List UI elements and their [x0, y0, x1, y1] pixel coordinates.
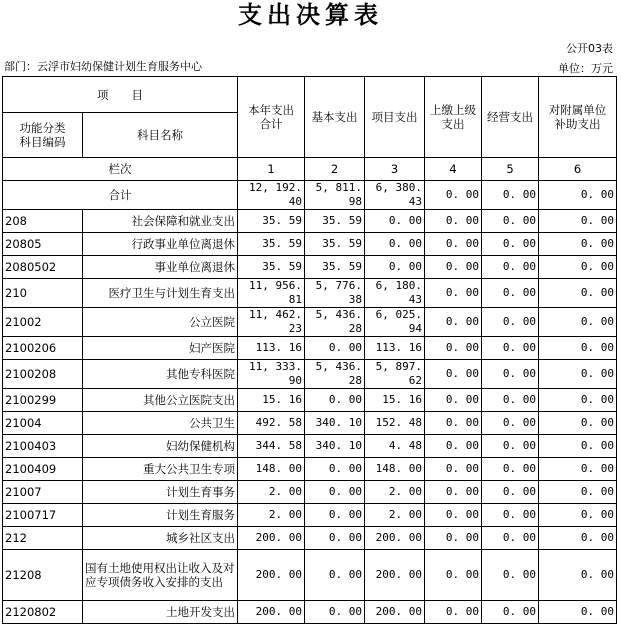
row-value: 492. 58: [238, 412, 305, 435]
row-value: 4. 48: [365, 435, 425, 458]
column-index: 3: [365, 158, 425, 181]
row-value: 0. 00: [482, 308, 539, 337]
table-row: [3, 233, 617, 256]
row-subject-name: 其他公立医院支出: [83, 389, 238, 412]
department-label: 部门：云浮市妇幼保健计划生育服务中心: [4, 60, 202, 73]
row-value: 0. 00: [482, 210, 539, 233]
row-value: 0. 00: [539, 279, 617, 308]
row-value: 0. 00: [425, 601, 482, 624]
row-value: 113. 16: [365, 337, 425, 360]
row-value: 0. 00: [425, 481, 482, 504]
row-code: 21208: [3, 550, 83, 601]
row-value: 5, 436. 28: [305, 360, 365, 389]
column-index: 6: [539, 158, 617, 181]
total-value: 0. 00: [539, 181, 617, 210]
row-code: 2100717: [3, 504, 83, 527]
row-value: 200. 00: [238, 527, 305, 550]
row-value: 5, 776. 38: [305, 279, 365, 308]
row-value: 2. 00: [365, 504, 425, 527]
header-col5: 经营支出: [482, 77, 539, 158]
row-value: 0. 00: [482, 481, 539, 504]
row-code: 21002: [3, 308, 83, 337]
row-value: 2. 00: [238, 481, 305, 504]
row-value: 0. 00: [305, 481, 365, 504]
row-code: 208: [3, 210, 83, 233]
row-value: 0. 00: [482, 458, 539, 481]
row-code: 2100409: [3, 458, 83, 481]
row-value: 2. 00: [238, 504, 305, 527]
row-value: 0. 00: [425, 389, 482, 412]
row-value: 0. 00: [482, 412, 539, 435]
header-func-code: 功能分类 科目编码: [3, 113, 83, 158]
row-code: 2100299: [3, 389, 83, 412]
row-value: 0. 00: [539, 256, 617, 279]
row-value: 0. 00: [482, 256, 539, 279]
row-subject-name: 城乡社区支出: [83, 527, 238, 550]
row-value: 0. 00: [305, 458, 365, 481]
row-subject-name: 重大公共卫生专项: [83, 458, 238, 481]
row-value: 0. 00: [425, 210, 482, 233]
total-value: 5, 811. 98: [305, 181, 365, 210]
header-subject-name: 科目名称: [83, 113, 238, 158]
row-value: 113. 16: [238, 337, 305, 360]
row-code: 2100208: [3, 360, 83, 389]
row-subject-name: 妇产医院: [83, 337, 238, 360]
row-value: 200. 00: [365, 527, 425, 550]
row-value: 0. 00: [425, 337, 482, 360]
row-value: 0. 00: [482, 550, 539, 601]
row-value: 0. 00: [539, 233, 617, 256]
row-value: 35. 59: [305, 256, 365, 279]
row-code: 21004: [3, 412, 83, 435]
row-value: 0. 00: [365, 256, 425, 279]
row-value: 0. 00: [482, 337, 539, 360]
row-value: 35. 59: [238, 210, 305, 233]
row-value: 15. 16: [238, 389, 305, 412]
row-value: 344. 58: [238, 435, 305, 458]
row-value: 0. 00: [482, 233, 539, 256]
form-code: 公开03表: [566, 42, 613, 55]
row-value: 0. 00: [425, 308, 482, 337]
row-value: 35. 59: [238, 233, 305, 256]
header-col2: 基本支出: [305, 77, 365, 158]
table-row: [3, 458, 617, 481]
row-value: 0. 00: [539, 308, 617, 337]
header-col1: 本年支出 合计: [238, 77, 305, 158]
row-value: 152. 48: [365, 412, 425, 435]
row-value: 35. 59: [305, 210, 365, 233]
row-value: 200. 00: [238, 550, 305, 601]
row-value: 0. 00: [425, 435, 482, 458]
row-value: 0. 00: [425, 233, 482, 256]
column-index: 1: [238, 158, 305, 181]
row-value: 0. 00: [539, 360, 617, 389]
row-value: 0. 00: [305, 389, 365, 412]
row-value: 0. 00: [305, 527, 365, 550]
total-label: 合计: [3, 181, 238, 210]
row-value: 0. 00: [539, 601, 617, 624]
row-value: 200. 00: [365, 550, 425, 601]
row-value: 0. 00: [482, 279, 539, 308]
table-row: [3, 504, 617, 527]
row-value: 0. 00: [539, 504, 617, 527]
row-subject-name: 其他专科医院: [83, 360, 238, 389]
row-value: 340. 10: [305, 412, 365, 435]
row-value: 0. 00: [425, 412, 482, 435]
row-subject-name: 计划生育事务: [83, 481, 238, 504]
table-row: [3, 360, 617, 389]
total-value: 0. 00: [482, 181, 539, 210]
row-value: 0. 00: [539, 210, 617, 233]
row-value: 0. 00: [425, 527, 482, 550]
table-row: [3, 279, 617, 308]
row-value: 0. 00: [482, 360, 539, 389]
row-subject-name: 社会保障和就业支出: [83, 210, 238, 233]
header-item: 项 目: [3, 77, 238, 113]
row-value: 0. 00: [425, 550, 482, 601]
row-value: 5, 897. 62: [365, 360, 425, 389]
column-index: 4: [425, 158, 482, 181]
row-value: 148. 00: [238, 458, 305, 481]
row-value: 0. 00: [305, 337, 365, 360]
row-value: 5, 436. 28: [305, 308, 365, 337]
row-subject-name: 公共卫生: [83, 412, 238, 435]
table-row: [3, 435, 617, 458]
row-value: 0. 00: [425, 458, 482, 481]
row-subject-name: 公立医院: [83, 308, 238, 337]
column-index: 5: [482, 158, 539, 181]
row-subject-name: 医疗卫生与计划生育支出: [83, 279, 238, 308]
row-subject-name: 妇幼保健机构: [83, 435, 238, 458]
page-title: 支出决算表: [238, 0, 383, 29]
table-row: [3, 337, 617, 360]
row-value: 0. 00: [539, 389, 617, 412]
row-value: 148. 00: [365, 458, 425, 481]
column-index: 2: [305, 158, 365, 181]
row-value: 15. 16: [365, 389, 425, 412]
table-row: [3, 389, 617, 412]
table-row: [3, 481, 617, 504]
unit-label: 单位：万元: [558, 62, 613, 75]
row-code: 2080502: [3, 256, 83, 279]
table-row: [3, 550, 617, 601]
column-index-label: 栏次: [3, 158, 238, 181]
row-value: 0. 00: [482, 435, 539, 458]
row-value: 0. 00: [482, 527, 539, 550]
row-value: 35. 59: [305, 233, 365, 256]
row-value: 0. 00: [539, 527, 617, 550]
header-col4: 上缴上级 支出: [425, 77, 482, 158]
row-code: 210: [3, 279, 83, 308]
row-value: 0. 00: [365, 233, 425, 256]
row-value: 340. 10: [305, 435, 365, 458]
row-code: 20805: [3, 233, 83, 256]
row-value: 11, 462. 23: [238, 308, 305, 337]
expenditure-table: [2, 76, 617, 624]
row-code: 2120802: [3, 601, 83, 624]
row-value: 6, 180. 43: [365, 279, 425, 308]
row-value: 0. 00: [482, 389, 539, 412]
row-value: 0. 00: [482, 504, 539, 527]
column-index-row: [3, 158, 617, 181]
table-row: [3, 601, 617, 624]
table-row: [3, 308, 617, 337]
row-value: 0. 00: [539, 458, 617, 481]
row-value: 11, 956. 81: [238, 279, 305, 308]
row-value: 0. 00: [425, 256, 482, 279]
row-subject-name: 事业单位离退休: [83, 256, 238, 279]
row-value: 0. 00: [305, 601, 365, 624]
row-value: 0. 00: [539, 550, 617, 601]
row-value: 200. 00: [238, 601, 305, 624]
total-value: 0. 00: [425, 181, 482, 210]
table-row: [3, 210, 617, 233]
row-value: 0. 00: [539, 435, 617, 458]
row-value: 0. 00: [365, 210, 425, 233]
row-value: 0. 00: [425, 504, 482, 527]
row-subject-name: 行政事业单位离退休: [83, 233, 238, 256]
total-value: 6, 380. 43: [365, 181, 425, 210]
table-row: [3, 412, 617, 435]
row-value: 200. 00: [365, 601, 425, 624]
row-value: 2. 00: [365, 481, 425, 504]
row-code: 21007: [3, 481, 83, 504]
row-value: 0. 00: [425, 279, 482, 308]
row-subject-name: 国有土地使用权出让收入及对应专项债务收入安排的支出: [83, 550, 238, 601]
row-subject-name: 土地开发支出: [83, 601, 238, 624]
row-code: 2100206: [3, 337, 83, 360]
row-value: 0. 00: [482, 601, 539, 624]
row-value: 0. 00: [425, 360, 482, 389]
row-value: 0. 00: [305, 504, 365, 527]
row-subject-name: 计划生育服务: [83, 504, 238, 527]
row-value: 0. 00: [539, 412, 617, 435]
row-code: 2100403: [3, 435, 83, 458]
row-value: 0. 00: [539, 481, 617, 504]
row-value: 0. 00: [539, 337, 617, 360]
total-row: [3, 181, 617, 210]
row-value: 11, 333. 90: [238, 360, 305, 389]
table-row: [3, 256, 617, 279]
row-code: 212: [3, 527, 83, 550]
row-value: 0. 00: [305, 550, 365, 601]
table-row: [3, 527, 617, 550]
row-value: 35. 59: [238, 256, 305, 279]
header-col3: 项目支出: [365, 77, 425, 158]
header-col6: 对附属单位 补助支出: [539, 77, 617, 158]
row-value: 6, 025. 94: [365, 308, 425, 337]
total-value: 12, 192. 40: [238, 181, 305, 210]
